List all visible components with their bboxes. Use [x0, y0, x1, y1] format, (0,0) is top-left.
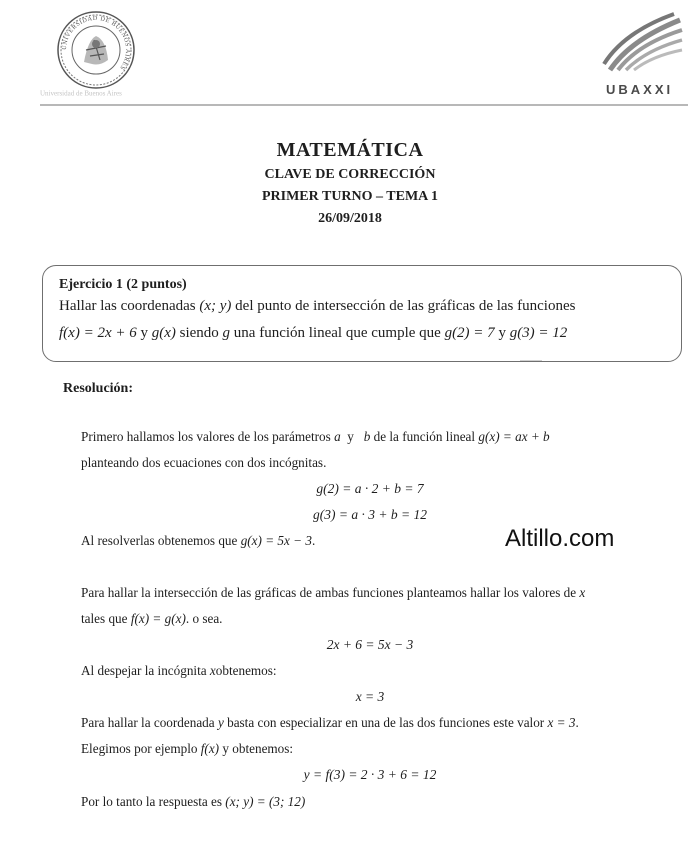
equation-3: 2x + 6 = 5x − 3 — [326, 637, 414, 652]
paragraph-3-line2: tales que f(x) = g(x). o sea. — [81, 611, 223, 626]
paragraph-6: Elegimos por ejemplo f(x) y obtenemos: — [81, 741, 294, 756]
seal-caption — [40, 84, 160, 97]
paragraph-4: Al despejar la incógnita xobtenemos: — [81, 663, 277, 678]
page-subtitle: CLAVE DE CORRECCIÓN — [264, 167, 436, 182]
exam-date: 26/09/2018 — [318, 211, 382, 226]
equation-1: g(2) = a · 2 + b = 7 — [316, 481, 424, 496]
watermark: Altillo.com — [505, 525, 615, 552]
faint-mark — [520, 360, 542, 361]
exam-turn: PRIMER TURNO – TEMA 1 — [261, 189, 439, 204]
equation-5: y = f(3) = 2 · 3 + 6 = 12 — [303, 767, 437, 782]
resolution-heading: Resolución: — [63, 381, 133, 396]
brand-name: UBAXXI — [606, 82, 674, 97]
svg-text:Universidad de Buenos Aires: Universidad de Buenos Aires — [40, 89, 122, 97]
equation-2: g(3) = a · 3 + b = 12 — [313, 507, 427, 522]
paragraph-7: Por lo tanto la respuesta es (x; y) = (3; 12) — [81, 794, 306, 809]
paragraph-2: Al resolverlas obtenemos que g(x) = 5x − 3. — [81, 533, 316, 548]
svg-text:UNIVERSIDAD DE BUENOS AIRES: UNIVERSIDAD DE BUENOS AIRES — [60, 14, 132, 72]
exercise-statement-line2: f(x) = 2x + 6 y g(x) siendo g una función lineal que cumple que g(2) = 7 y g(3) = 12 — [59, 325, 568, 341]
exercise-statement-line1: Hallar las coordenadas (x; y) del punto de intersección de las gráficas de las funciones — [59, 298, 576, 314]
header-divider — [40, 104, 688, 106]
paragraph-1-line1: Primero hallamos los valores de los parámetros a y b de la función lineal g(x) = ax + b — [81, 429, 550, 444]
university-seal-logo — [56, 10, 136, 90]
paragraph-1-line2: planteando dos ecuaciones con dos incógnitas. — [81, 455, 327, 470]
equation-4: x = 3 — [355, 689, 385, 704]
exercise-heading: Ejercicio 1 (2 puntos) — [59, 277, 187, 292]
paragraph-5: Para hallar la coordenada y basta con especializar en una de las dos funciones este valor x = 3. — [81, 715, 579, 730]
page-title: MATEMÁTICA — [276, 139, 424, 161]
ubaxxi-swoosh-logo — [600, 12, 684, 72]
paragraph-3-line1: Para hallar la intersección de las gráficas de ambas funciones planteamos hallar los valores de x — [81, 585, 586, 600]
